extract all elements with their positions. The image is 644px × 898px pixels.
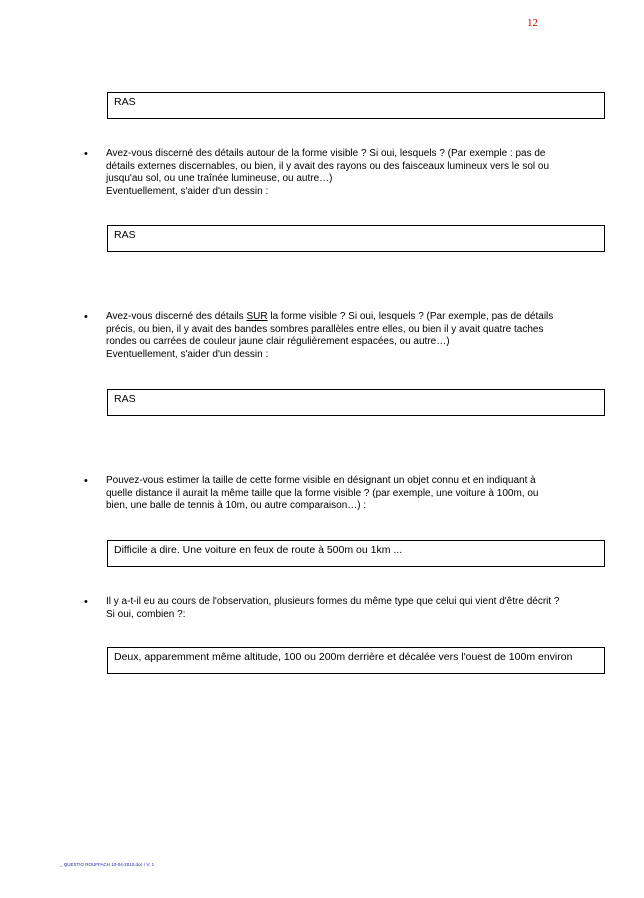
answer-text: RAS	[114, 229, 136, 241]
question-item	[84, 311, 614, 361]
answer-box[interactable]	[107, 92, 605, 119]
question-item	[84, 596, 614, 621]
question-text: Avez-vous discerné des détails	[106, 311, 247, 322]
answer-box[interactable]	[107, 647, 605, 674]
question-line: Pouvez-vous estimer la taille de cette forme visible en désignant un objet connu et en indiquant à	[106, 475, 536, 486]
answer-box[interactable]	[107, 389, 605, 416]
question-line: Eventuellement, s'aider d'un dessin :	[106, 185, 269, 197]
question-line: Si oui, combien ?:	[106, 608, 186, 620]
question-line	[106, 311, 614, 324]
bullet-icon: •	[84, 475, 88, 487]
question-line: Il y a-t-il eu au cours de l'observation, plusieurs formes du même type que celui qui vient d'être décrit ?	[106, 596, 560, 607]
question-item	[84, 148, 614, 198]
answer-box[interactable]	[107, 540, 605, 567]
question-item	[84, 475, 614, 513]
bullet-icon: •	[84, 596, 88, 608]
answer-text: RAS	[114, 393, 136, 405]
question-line: quelle distance il aurait la même taille que la forme visible ? (par exemple, une voiture à 100m, ou	[106, 487, 539, 499]
question-line: rondes ou carrées de couleur jaune clair régulièrement espacées, ou autre…)	[106, 336, 450, 348]
question-line: jusqu'au sol, ou une traînée lumineuse, ou autre…)	[106, 173, 333, 185]
bullet-icon: •	[84, 148, 88, 160]
underlined-word: SUR	[246, 311, 268, 322]
page-number: 12	[527, 17, 538, 29]
footer-filename: _ QUESTIO ROUFFACH 10-04-2010.doc / V. 1	[60, 862, 155, 867]
question-line: Eventuellement, s'aider d'un dessin :	[106, 348, 269, 360]
answer-text: RAS	[114, 96, 136, 108]
question-line: détails externes discernables, ou bien, il y avait des rayons ou des faisceaux lumineux vers le sol ou	[106, 160, 550, 172]
question-text: la forme visible ? Si oui, lesquels ? (Par exemple, pas de détails	[267, 311, 554, 322]
question-line: précis, ou bien, il y avait des bandes sombres parallèles entre elles, ou bien il y avait quatre taches	[106, 323, 544, 335]
question-line: bien, une balle de tennis à 10m, ou autre comparaison…) :	[106, 500, 367, 512]
answer-text: Deux, apparemment même altitude, 100 ou 200m derrière et décalée vers l'ouest de 100m environ	[114, 651, 573, 663]
answer-box[interactable]	[107, 225, 605, 252]
answer-text: Difficile a dire. Une voiture en feux de route à 500m ou 1km ...	[114, 544, 403, 556]
question-line: Avez-vous discerné des détails autour de la forme visible ? Si oui, lesquels ? (Par exemple : pas de	[106, 148, 546, 159]
bullet-icon: •	[84, 311, 88, 323]
